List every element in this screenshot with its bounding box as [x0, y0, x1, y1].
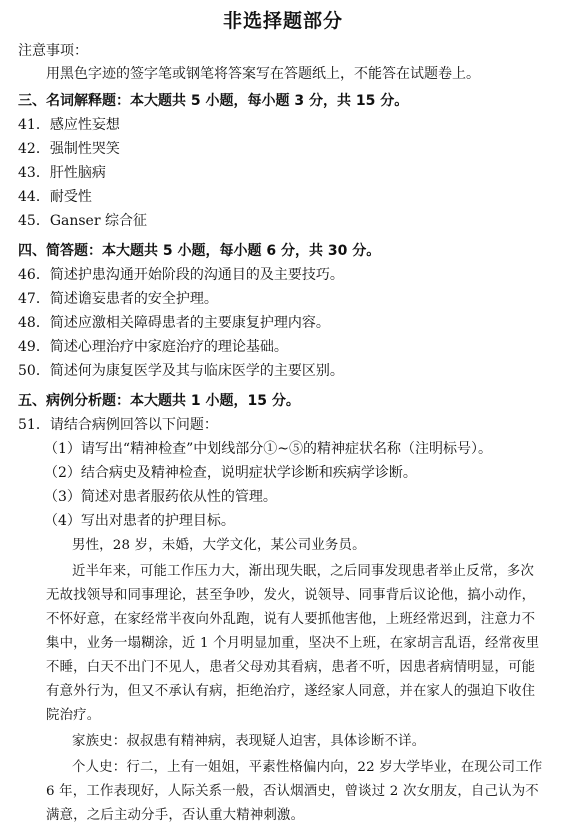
case-line: 6 年，工作表现好，人际关系一般，否认烟酒史，曾谈过 2 次女朋友，自己认为不	[46, 784, 539, 799]
question-item: 47．简述谵妄患者的安全护理。	[18, 291, 218, 307]
subquestion-item: （4）写出对患者的护理目标。	[44, 513, 235, 529]
question-item: 45．Ganser 综合征	[18, 213, 147, 229]
case-line: 满意，之后主动分手，否认重大精神刺激。	[46, 808, 305, 823]
case-line: 无故找领导和同事理论，甚至争吵，发火，说领导、同事背后议论他，搞小动作，	[46, 588, 536, 603]
section-heading: 三、名词解释题：本大题共 5 小题，每小题 3 分，共 15 分。	[18, 93, 409, 109]
question-item: 46．简述护患沟通开始阶段的沟通目的及主要技巧。	[18, 267, 344, 283]
question-item: 42．强制性哭笑	[18, 141, 120, 157]
notice-text: 用黑色字迹的签字笔或钢笔将答案写在答题纸上，不能答在试题卷上。	[46, 66, 480, 82]
notice-heading: 注意事项：	[18, 43, 88, 59]
section-heading: 五、病例分析题：本大题共 1 小题，15 分。	[18, 393, 300, 409]
subquestion-item: （1）请写出“精神检查”中划线部分①~⑤的精神症状名称（注明标号）。	[44, 441, 492, 457]
case-line: 集中，业务一塌糊涂，近 1 个月明显加重，坚决不上班，在家胡言乱语，经常夜里	[46, 636, 540, 651]
case-line: 个人史：行二，上有一姐姐，平素性格偏内向，22 岁大学毕业，在现公司工作	[72, 760, 543, 775]
case-line: 不睡，白天不出门不见人，患者父母劝其看病，患者不听，因患者病情明显，可能	[46, 660, 536, 675]
question-item: 43．肝性脑病	[18, 165, 106, 181]
subquestion-item: （3）简述对患者服药依从性的管理。	[44, 489, 277, 505]
section-heading: 四、简答题：本大题共 5 小题，每小题 6 分，共 30 分。	[18, 243, 381, 259]
question-item: 49．简述心理治疗中家庭治疗的理论基础。	[18, 339, 288, 355]
case-line: 院治疗。	[46, 708, 101, 723]
question-item: 51．请结合病例回答以下问题：	[18, 417, 218, 433]
case-line: 男性，28 岁，未婚，大学文化，某公司业务员。	[72, 538, 366, 553]
question-item: 41．感应性妄想	[18, 117, 120, 133]
question-item: 50．简述何为康复医学及其与临床医学的主要区别。	[18, 363, 344, 379]
question-item: 48．简述应激相关障碍患者的主要康复护理内容。	[18, 315, 330, 331]
subquestion-item: （2）结合病史及精神检查，说明症状学诊断和疾病学诊断。	[44, 465, 417, 481]
case-line: 近半年来，可能工作压力大，渐出现失眠，之后同事发现患者举止反常，多次	[72, 564, 535, 579]
page-title: 非选择题部分	[222, 10, 343, 32]
case-line: 有意外行为，但又不承认有病，拒绝治疗，遂经家人同意，并在家人的强迫下收住	[46, 684, 536, 699]
case-line: 不怀好意，在家经常半夜向外乱跑，说有人要抓他害他，上班经常迟到，注意力不	[46, 612, 536, 627]
case-line: 家族史：叔叔患有精神病，表现疑人迫害，具体诊断不详。	[72, 734, 426, 749]
question-item: 44．耐受性	[18, 189, 92, 205]
